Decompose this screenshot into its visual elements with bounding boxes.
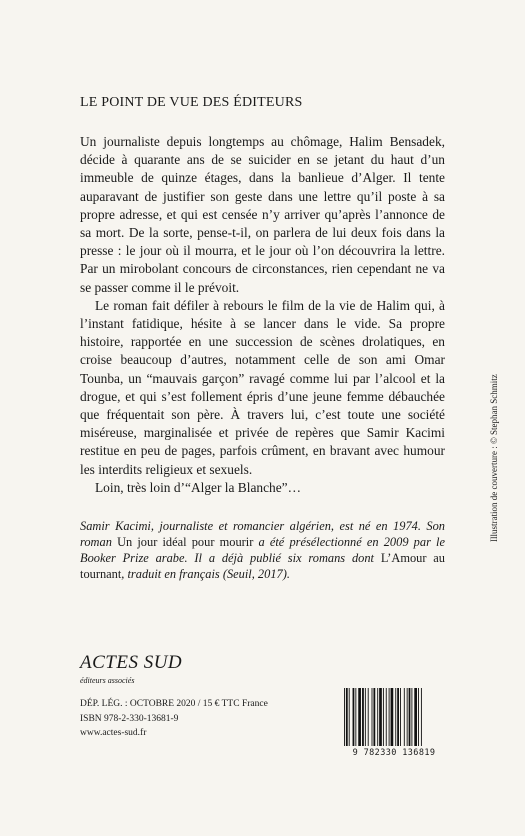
author-bio: [80, 518, 445, 582]
legal-info: [80, 697, 268, 741]
publisher-website: www.actes-sud.fr: [80, 728, 147, 738]
synopsis-paragraph-3: Loin, très loin d’“Alger la Blanche”…: [95, 479, 301, 495]
legal-deposit: DÉP. LÉG. : OCTOBRE 2020 / 15 € TTC France: [80, 699, 268, 709]
bio-text-2: a été présélectionné en 2009 par le Booker Prize arabe. Il a déjà publié six romans dont: [80, 535, 446, 565]
bio-book-title-1: Un jour idéal pour mourir: [117, 535, 254, 549]
barcode-icon: [343, 688, 445, 746]
isbn: ISBN 978-2-330-13681-9: [80, 713, 179, 724]
publisher-logo: ACTES SUD: [80, 652, 183, 673]
synopsis-paragraph-2: Le roman fait défiler à rebours le film de la vie de Halim qui, à l’instant fatidique, hésite à se lancer dans le vide. Sa propre histoire, rapportée en une succession de scènes drolatiques, en croise beaucoup d’autres, notamment celle de son ami Omar Tounba, un “mauvais garçon” ravagé comme lui par l’alcool et la drogue, et qui s’est follement épris d’une jeune femme débauchée que fréquentait son père. À travers lui, c’est toute une société miséreuse, marginalisée et privée de repères que Samir Kacimi restitue en peu de pages, parfois crûment, en bravant avec humour les interdits religieux et sexuels.: [80, 297, 445, 477]
bio-text-1: Samir Kacimi, journaliste et romancier algérien, est né en 1974. Son roman: [80, 519, 445, 549]
publisher-subtitle: éditeurs associés: [80, 676, 135, 685]
bio-text-3: , traduit en français (Seuil, 2017).: [121, 567, 290, 581]
synopsis: [80, 133, 445, 497]
barcode-number: 9 782330 136819: [352, 748, 436, 758]
back-cover-heading: LE POINT DE VUE DES ÉDITEURS: [80, 95, 303, 110]
synopsis-paragraph-1: Un journaliste depuis longtemps au chômage, Halim Bensadek, décide à quarante ans de se suicider en se jetant du haut d’un immeuble de quinze étages, dans la banlieue d’Alger. Il tente auparavant de justifier son geste dans une lettre qu’il poste à sa propre adresse, et qui est censée n’y arriver qu’après l’annonce de sa mort. De la sorte, pense-t-il, on parlera de lui deux fois dans la presse : le jour où il mourra, et le jour où l’on découvrira la lettre. Par un mirobolant concours de circonstances, rien cependant ne va se passer comme il le prévoit.: [80, 134, 445, 295]
cover-credit: Illustration de couverture : © Stephan Schmitz: [489, 374, 499, 542]
bio-book-title-2: L’Amour au tournant: [80, 551, 445, 581]
